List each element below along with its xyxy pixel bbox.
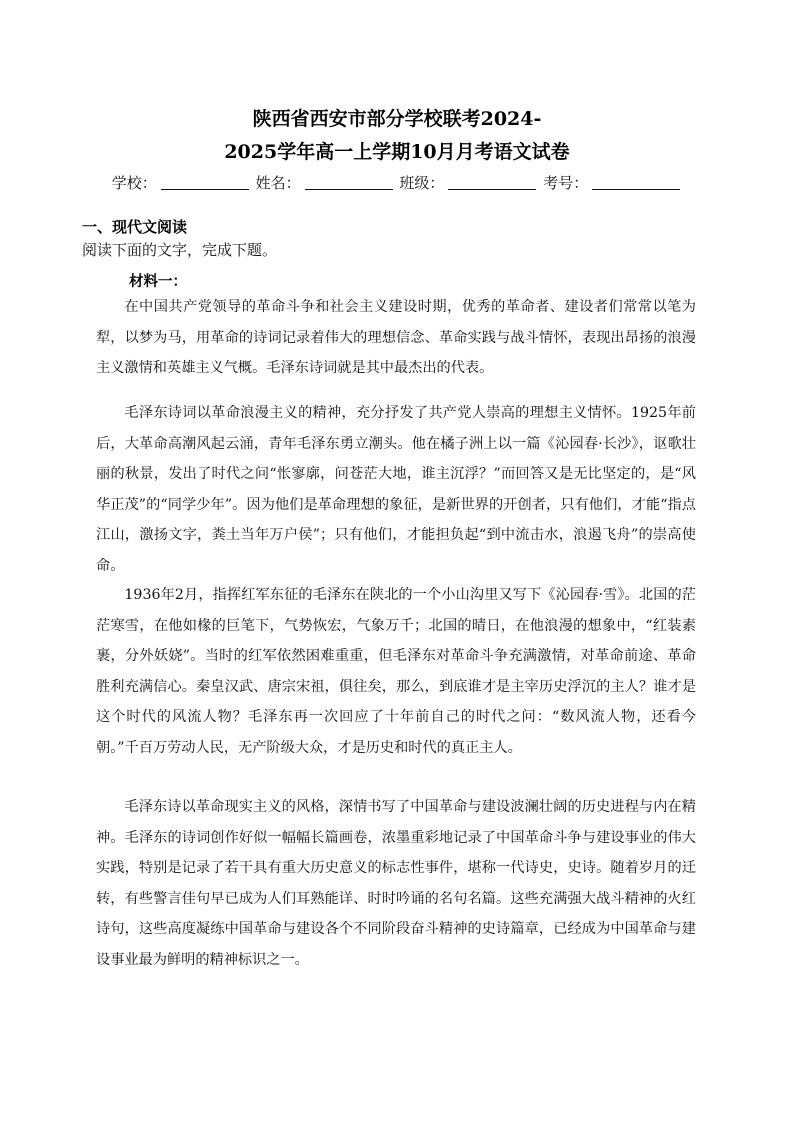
paragraph-4: 毛泽东诗以革命现实主义的风格，深情书写了中国革命与建设波澜壮阔的历史进程与内在精神。毛泽东的诗词创作好似一幅幅长篇画卷，浓墨重彩地记录了中国革命斗争与建设事业的伟大实践，特别是记录了若干具有重大历史意义的标志性事件，堪称一代诗史，史诗。随着岁月的迁转，有些警言佳句早已成为人们耳熟能详、时时吟诵的名句名篇。这些充满强大战斗精神的火红诗句，这些高度凝练中国革命与建设各个不同阶段奋斗精神的史诗篇章，已经成为中国革命与建设事业最为鲜明的精神标识之一。 bbox=[96, 799, 696, 968]
section-instruction: 阅读下面的文字，完成下题。 bbox=[82, 241, 278, 259]
exam-title-line-1: 陕西省西安市部分学校联考2024- bbox=[252, 108, 542, 130]
class-blank[interactable] bbox=[448, 175, 536, 190]
exam-title-line-2: 2025学年高一上学期10月月考语文试卷 bbox=[224, 141, 570, 163]
exam-number-blank[interactable] bbox=[592, 175, 680, 190]
section-heading: 一、现代文阅读 bbox=[82, 218, 188, 236]
school-label: 学校： bbox=[111, 174, 157, 192]
class-label: 班级： bbox=[399, 174, 445, 192]
paragraph-3: 1936年2月，指挥红军东征的毛泽东在陕北的一个小山沟里又写下《沁园春·雪》。北国的茫茫寒雪，在他如椽的巨笔下，气势恢宏，气象万千；北国的晴日，在他浪漫的想象中，“红装素裹，分外妖娆”。当时的红军依然困难重重，但毛泽东对革命斗争充满激情，对革命前途、革命胜利充满信心。秦皇汉武、唐宗宋祖，俱往矣，那么，到底谁才是主宰历史浮沉的主人？谁才是这个时代的风流人物？毛泽东再一次回应了十年前自己的时代之问：“数风流人物，还看今朝。”千百万劳动人民，无产阶级大众，才是历史和时代的真正主人。 bbox=[96, 587, 696, 756]
name-label: 姓名： bbox=[255, 174, 301, 192]
paragraph-1: 在中国共产党领导的革命斗争和社会主义建设时期，优秀的革命者、建设者们常常以笔为犁，以梦为马，用革命的诗词记录着伟大的理想信念、革命实践与战斗情怀，表现出昂扬的浪漫主义激情和英雄主义气概。毛泽东诗词就是其中最杰出的代表。 bbox=[96, 299, 696, 376]
exam-number-label: 考号： bbox=[543, 174, 589, 192]
material-label: 材料一： bbox=[129, 273, 187, 290]
student-info-row bbox=[0, 172, 794, 193]
name-blank[interactable] bbox=[305, 175, 393, 190]
school-blank[interactable] bbox=[161, 175, 249, 190]
paragraph-2: 毛泽东诗词以革命浪漫主义的精神，充分抒发了共产党人崇高的理想主义情怀。1925年前后，大革命高潮风起云涌，青年毛泽东勇立潮头。他在橘子洲上以一篇《沁园春·长沙》，讴歌壮丽的秋景，发出了时代之问“怅寥廓，问苍茫大地，谁主沉浮？”而回答又是无比坚定的，是“风华正茂”的“同学少年”。因为他们是革命理想的象征，是新世界的开创者，只有他们，才能“指点江山，激扬文字，粪土当年万户侯”；只有他们，才能担负起“到中流击水，浪遏飞舟”的崇高使命。 bbox=[96, 405, 696, 574]
